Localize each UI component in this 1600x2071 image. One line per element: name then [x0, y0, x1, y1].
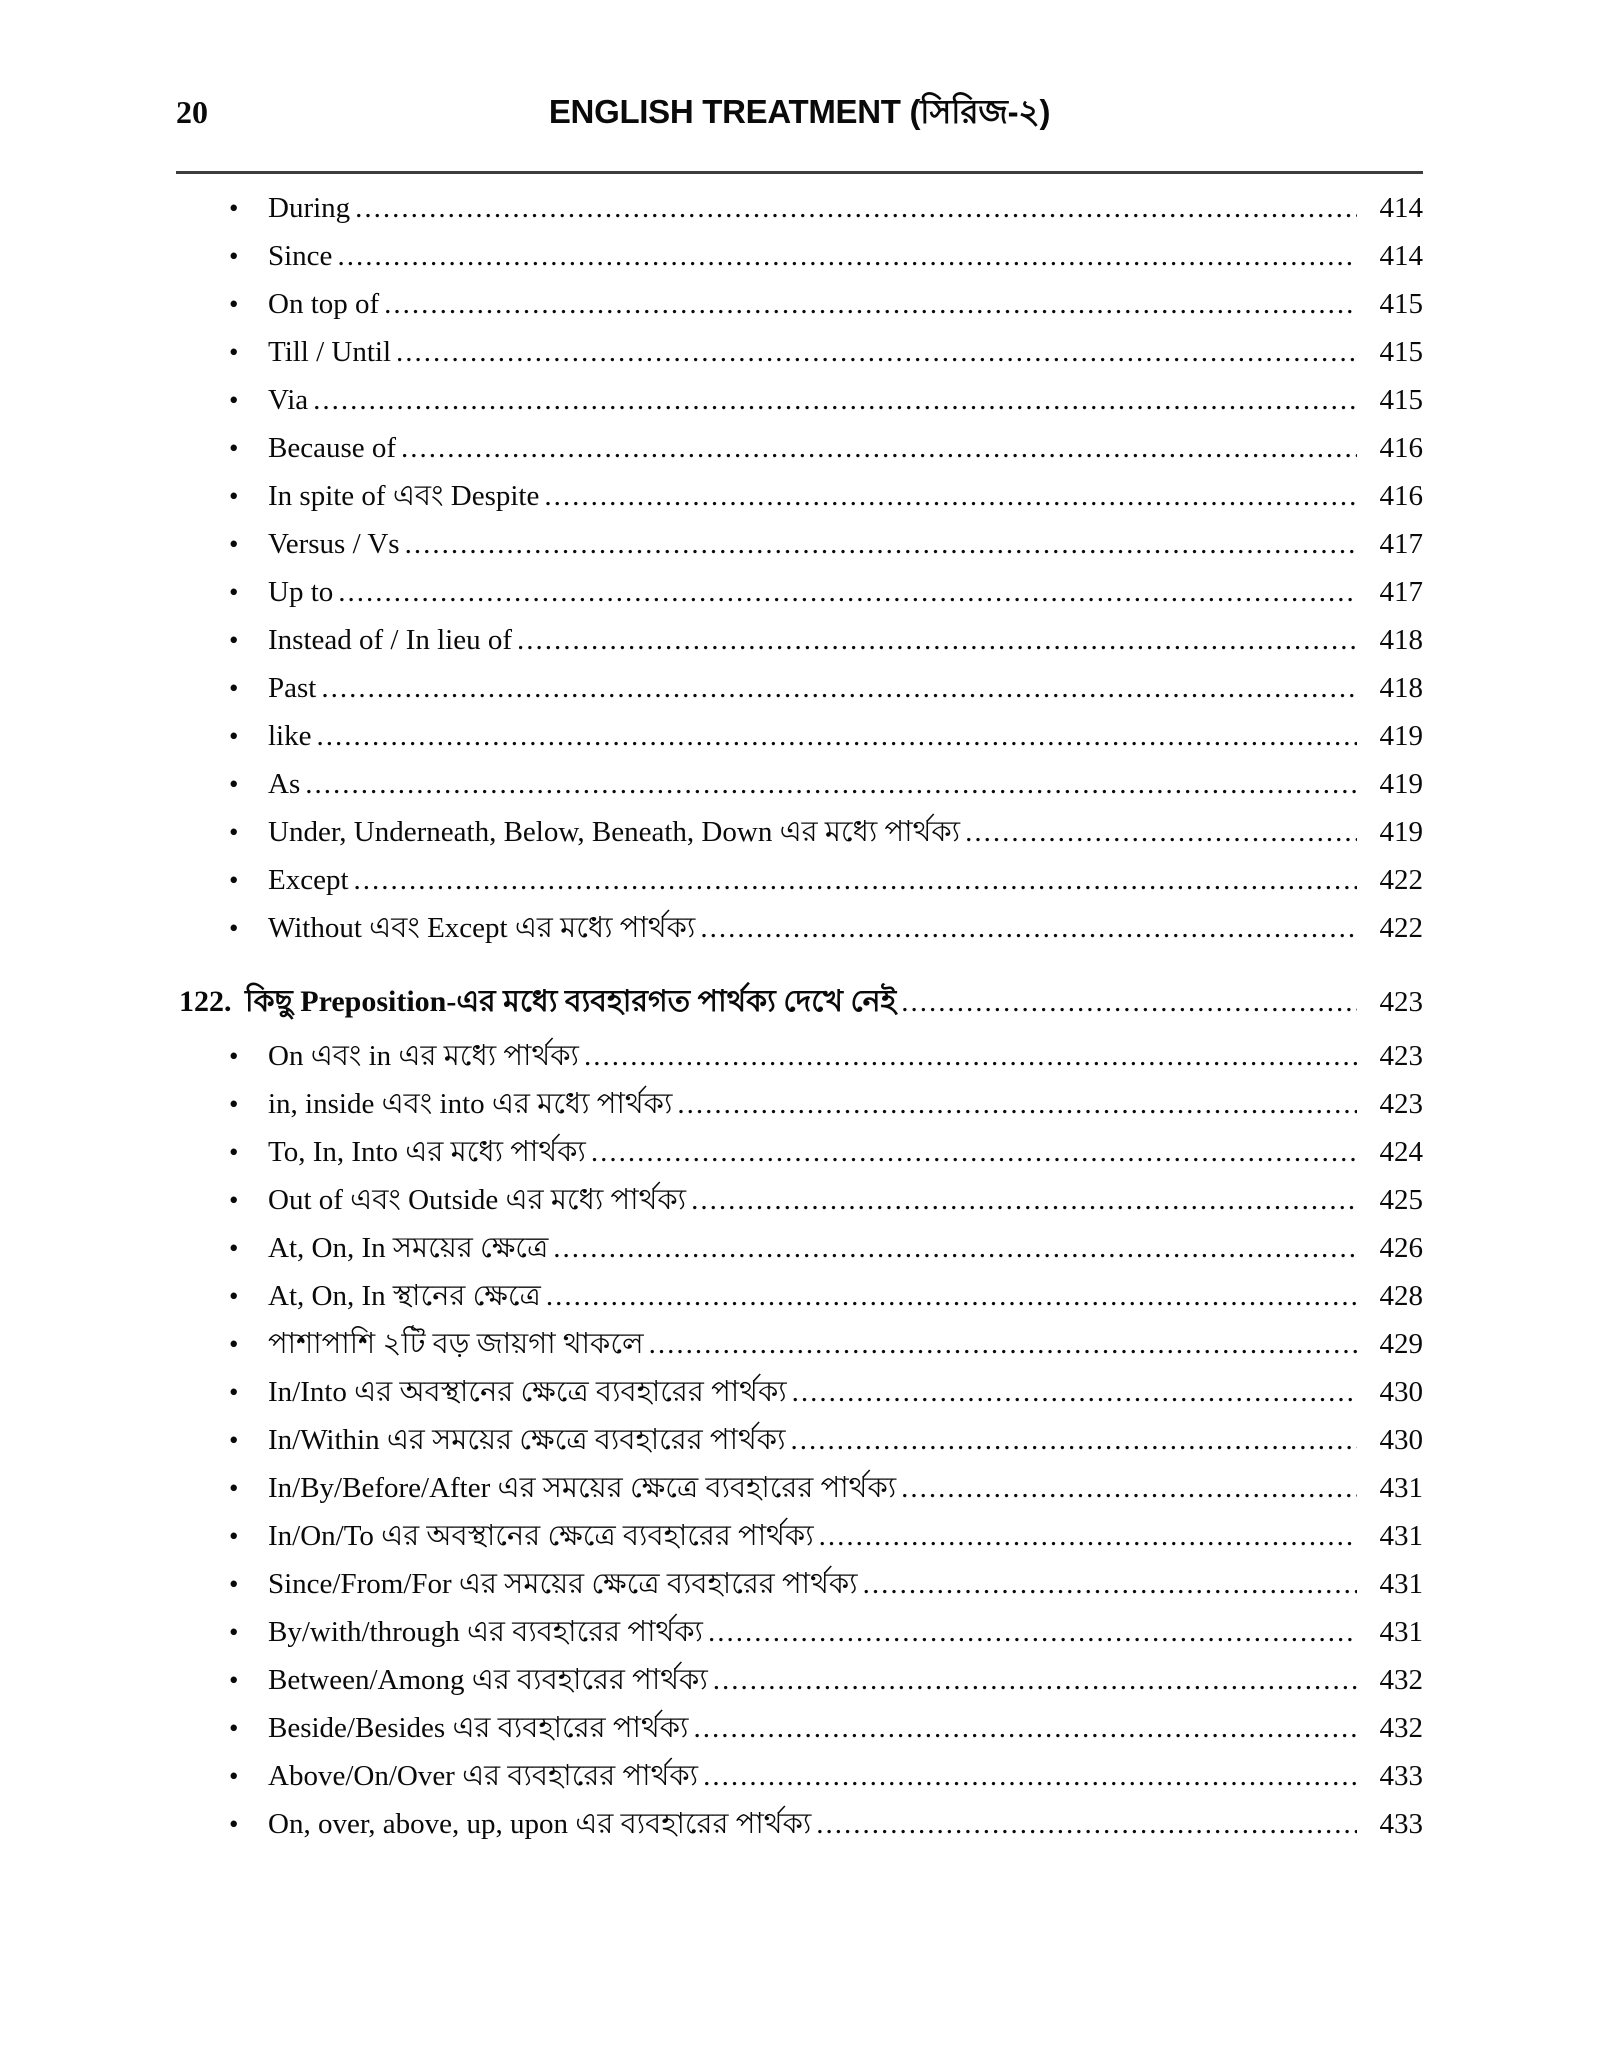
- entry-label: By/with/through এর ব্যবহারের পার্থক্য: [268, 1616, 703, 1648]
- dot-leader: [693, 1704, 1357, 1752]
- entry-page-number: 433: [1379, 1760, 1423, 1792]
- bullet-icon: •: [229, 529, 239, 559]
- toc-section-heading: [176, 978, 1423, 1026]
- entry-label: Instead of / In lieu of: [268, 624, 513, 656]
- toc-entry: [176, 1080, 1423, 1128]
- entry-page-number: 416: [1379, 432, 1423, 464]
- toc-entry: [176, 520, 1423, 568]
- bullet-icon: •: [229, 289, 239, 319]
- bullet-icon: •: [229, 577, 239, 607]
- dot-leader: [517, 616, 1357, 664]
- bullet-icon: •: [229, 625, 239, 655]
- bullet-icon: •: [229, 337, 239, 367]
- entry-label: like: [268, 720, 312, 752]
- entry-label: At, On, In স্থানের ক্ষেত্রে: [268, 1280, 541, 1312]
- bullet-icon: •: [229, 1761, 239, 1791]
- bullet-icon: •: [229, 913, 239, 943]
- bullet-icon: •: [229, 1569, 239, 1599]
- dot-leader: [321, 664, 1357, 712]
- page-header: [176, 0, 1423, 174]
- entry-page-number: 415: [1379, 336, 1423, 368]
- entry-page-number: 415: [1379, 384, 1423, 416]
- toc-entry: [176, 1368, 1423, 1416]
- entry-page-number: 431: [1379, 1472, 1423, 1504]
- dot-leader: [337, 232, 1357, 280]
- bullet-icon: •: [229, 1425, 239, 1455]
- bullet-icon: •: [229, 385, 239, 415]
- bullet-icon: •: [229, 865, 239, 895]
- entry-page-number: 417: [1379, 528, 1423, 560]
- bullet-icon: •: [229, 1665, 239, 1695]
- toc-entry: [176, 712, 1423, 760]
- bullet-icon: •: [229, 1809, 239, 1839]
- toc-entry: [176, 1416, 1423, 1464]
- dot-leader: [700, 904, 1357, 952]
- toc-entry: [176, 376, 1423, 424]
- toc-entry: [176, 904, 1423, 952]
- dot-leader: [819, 1512, 1357, 1560]
- toc-list-prepositions: [176, 184, 1423, 952]
- toc-entry: [176, 1800, 1423, 1848]
- toc-entry: [176, 1512, 1423, 1560]
- toc-entry: [176, 1704, 1423, 1752]
- bullet-icon: •: [229, 1185, 239, 1215]
- entry-label: Past: [268, 672, 317, 704]
- bullet-icon: •: [229, 1137, 239, 1167]
- entry-label: Under, Underneath, Below, Beneath, Down এর মধ্যে পার্থক্য: [268, 816, 961, 848]
- entry-page-number: 419: [1379, 816, 1423, 848]
- entry-label: in, inside এবং into এর মধ্যে পার্থক্য: [268, 1088, 673, 1120]
- bullet-icon: •: [229, 721, 239, 751]
- dot-leader: [792, 1368, 1357, 1416]
- toc-entry: [176, 664, 1423, 712]
- entry-label: On top of: [268, 288, 380, 320]
- entry-page-number: 431: [1379, 1520, 1423, 1552]
- entry-label: Up to: [268, 576, 334, 608]
- section-page-number: 423: [1379, 986, 1423, 1018]
- toc-entry: [176, 1176, 1423, 1224]
- section-title: কিছু Preposition-এর মধ্যে ব্যবহারগত পার্থক্য দেখে নেই: [245, 985, 897, 1018]
- bullet-icon: •: [229, 193, 239, 223]
- entry-label: পাশাপাশি ২টি বড় জায়গা থাকলে: [268, 1328, 644, 1360]
- entry-label: Above/On/Over এর ব্যবহারের পার্থক্য: [268, 1760, 699, 1792]
- entry-page-number: 426: [1379, 1232, 1423, 1264]
- entry-label: As: [268, 768, 301, 800]
- entry-page-number: 432: [1379, 1712, 1423, 1744]
- dot-leader: [677, 1080, 1357, 1128]
- entry-label: Till / Until: [268, 336, 392, 368]
- bullet-icon: •: [229, 1281, 239, 1311]
- dot-leader: [708, 1608, 1357, 1656]
- dot-leader: [901, 1464, 1357, 1512]
- dot-leader: [338, 568, 1357, 616]
- entry-label: On এবং in এর মধ্যে পার্থক্য: [268, 1040, 579, 1072]
- bullet-icon: •: [229, 1521, 239, 1551]
- bullet-icon: •: [229, 1713, 239, 1743]
- entry-label: In/Within এর সময়ের ক্ষেত্রে ব্যবহারের পার্থক্য: [268, 1424, 786, 1456]
- section-number: 122.: [179, 985, 232, 1018]
- dot-leader: [405, 520, 1357, 568]
- bullet-icon: •: [229, 1377, 239, 1407]
- toc-entry: [176, 1560, 1423, 1608]
- bullet-icon: •: [229, 1329, 239, 1359]
- entry-page-number: 418: [1379, 672, 1423, 704]
- dot-leader: [691, 1176, 1357, 1224]
- toc-entry: [176, 616, 1423, 664]
- bullet-icon: •: [229, 1617, 239, 1647]
- bullet-icon: •: [229, 817, 239, 847]
- entry-label: On, over, above, up, upon এর ব্যবহারের পার্থক্য: [268, 1808, 812, 1840]
- entry-label: Since: [268, 240, 333, 272]
- entry-label: Since/From/For এর সময়ের ক্ষেত্রে ব্যবহারের পার্থক্য: [268, 1568, 858, 1600]
- entry-label: In/Into এর অবস্থানের ক্ষেত্রে ব্যবহারের পার্থক্য: [268, 1376, 787, 1408]
- toc-entry: [176, 1656, 1423, 1704]
- dot-leader: [305, 760, 1357, 808]
- toc-entry: [176, 424, 1423, 472]
- toc-entry: [176, 280, 1423, 328]
- entry-page-number: 431: [1379, 1616, 1423, 1648]
- dot-leader: [713, 1656, 1357, 1704]
- dot-leader: [384, 280, 1357, 328]
- dot-leader: [401, 424, 1357, 472]
- table-of-contents: [176, 184, 1423, 1848]
- toc-entry: [176, 808, 1423, 856]
- page-number: 20: [176, 94, 208, 130]
- entry-page-number: 419: [1379, 720, 1423, 752]
- book-title: ENGLISH TREATMENT (সিরিজ-২): [548, 93, 1051, 130]
- dot-leader: [649, 1320, 1357, 1368]
- dot-leader: [863, 1560, 1357, 1608]
- dot-leader: [901, 978, 1357, 1026]
- entry-page-number: 433: [1379, 1808, 1423, 1840]
- bullet-icon: •: [229, 1473, 239, 1503]
- dot-leader: [546, 1272, 1357, 1320]
- entry-page-number: 417: [1379, 576, 1423, 608]
- toc-entry: [176, 1752, 1423, 1800]
- dot-leader: [396, 328, 1357, 376]
- toc-entry: [176, 232, 1423, 280]
- entry-page-number: 423: [1379, 1040, 1423, 1072]
- entry-page-number: 428: [1379, 1280, 1423, 1312]
- dot-leader: [544, 472, 1357, 520]
- dot-leader: [584, 1032, 1357, 1080]
- toc-entry: [176, 1608, 1423, 1656]
- entry-page-number: 432: [1379, 1664, 1423, 1696]
- entry-label: In/By/Before/After এর সময়ের ক্ষেত্রে ব্যবহারের পার্থক্য: [268, 1472, 897, 1504]
- dot-leader: [313, 376, 1357, 424]
- entry-label: Out of এবং Outside এর মধ্যে পার্থক্য: [268, 1184, 687, 1216]
- bullet-icon: •: [229, 1089, 239, 1119]
- entry-label: In spite of এবং Despite: [268, 480, 540, 512]
- entry-page-number: 416: [1379, 480, 1423, 512]
- toc-entry: [176, 1464, 1423, 1512]
- entry-page-number: 424: [1379, 1136, 1423, 1168]
- bullet-icon: •: [229, 1041, 239, 1071]
- dot-leader: [965, 808, 1357, 856]
- entry-label: To, In, Into এর মধ্যে পার্থক্য: [268, 1136, 586, 1168]
- entry-page-number: 431: [1379, 1568, 1423, 1600]
- toc-entry: [176, 1272, 1423, 1320]
- entry-page-number: 423: [1379, 1088, 1423, 1120]
- bullet-icon: •: [229, 241, 239, 271]
- dot-leader: [355, 184, 1357, 232]
- dot-leader: [354, 856, 1357, 904]
- toc-entry: [176, 184, 1423, 232]
- entry-page-number: 414: [1379, 240, 1423, 272]
- toc-entry: [176, 760, 1423, 808]
- toc-entry: [176, 1128, 1423, 1176]
- entry-label: At, On, In সময়ের ক্ষেত্রে: [268, 1232, 549, 1264]
- dot-leader: [816, 1800, 1357, 1848]
- dot-leader: [317, 712, 1358, 760]
- toc-entry: [176, 472, 1423, 520]
- entry-label: Except: [268, 864, 349, 896]
- toc-entry: [176, 328, 1423, 376]
- entry-label: Between/Among এর ব্যবহারের পার্থক্য: [268, 1664, 708, 1696]
- bullet-icon: •: [229, 769, 239, 799]
- entry-page-number: 419: [1379, 768, 1423, 800]
- entry-label: Via: [268, 384, 309, 416]
- entry-label: Because of: [268, 432, 397, 464]
- entry-page-number: 422: [1379, 864, 1423, 896]
- toc-entry: [176, 1224, 1423, 1272]
- entry-page-number: 429: [1379, 1328, 1423, 1360]
- entry-page-number: 414: [1379, 192, 1423, 224]
- entry-label: During: [268, 192, 351, 224]
- entry-page-number: 430: [1379, 1376, 1423, 1408]
- entry-label: Beside/Besides এর ব্যবহারের পার্থক্য: [268, 1712, 689, 1744]
- toc-entry: [176, 1320, 1423, 1368]
- entry-label: Versus / Vs: [268, 528, 400, 560]
- bullet-icon: •: [229, 1233, 239, 1263]
- entry-page-number: 425: [1379, 1184, 1423, 1216]
- dot-leader: [791, 1416, 1358, 1464]
- entry-page-number: 415: [1379, 288, 1423, 320]
- dot-leader: [703, 1752, 1357, 1800]
- dot-leader: [591, 1128, 1357, 1176]
- bullet-icon: •: [229, 433, 239, 463]
- bullet-icon: •: [229, 673, 239, 703]
- entry-label: In/On/To এর অবস্থানের ক্ষেত্রে ব্যবহারের পার্থক্য: [268, 1520, 814, 1552]
- entry-page-number: 430: [1379, 1424, 1423, 1456]
- toc-entry: [176, 856, 1423, 904]
- entry-label: Without এবং Except এর মধ্যে পার্থক্য: [268, 912, 696, 944]
- toc-entry: [176, 1032, 1423, 1080]
- entry-page-number: 418: [1379, 624, 1423, 656]
- toc-entry: [176, 568, 1423, 616]
- entry-page-number: 422: [1379, 912, 1423, 944]
- toc-list-preposition-differences: [176, 1032, 1423, 1848]
- bullet-icon: •: [229, 481, 239, 511]
- dot-leader: [553, 1224, 1357, 1272]
